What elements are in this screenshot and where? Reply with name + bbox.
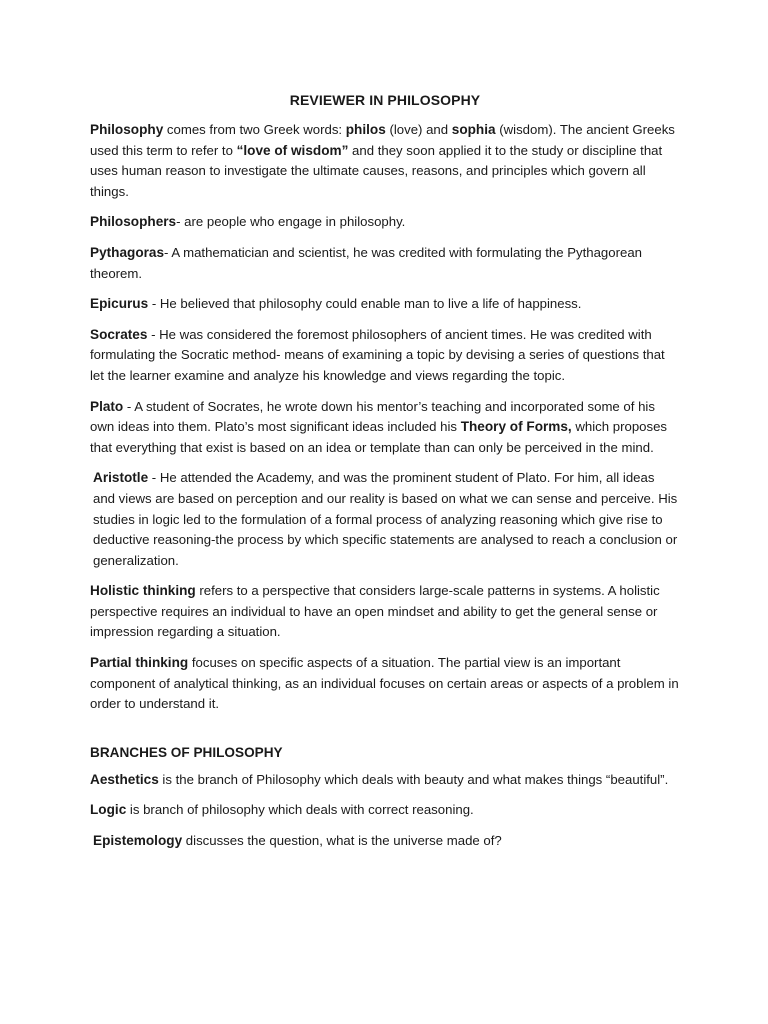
paragraph-aristotle [90,468,680,571]
term-philosophy: Philosophy [90,122,164,137]
term-aristotle: Aristotle [93,470,149,486]
paragraph-text: (love) and [385,122,452,137]
term-pythagoras: Pythagoras [90,244,165,260]
paragraph-text: - He attended the Academy, and was the prominent student of Plato. For him, all ideas and views are based on perception and our reality is based on what we can sense and perceive. His studies in logic led to the formulation of a formal process of analyzing reasoning which give rise to deductive reasoning-the process by which specific statements are analysed to reach a conclusion or generalization. [93,470,678,568]
paragraph-text: - A student of Socrates, he wrote down his mentor’s teaching and incorporated some of his own ideas into them. Plato’s most significant ideas included his [90,398,655,435]
document-title: REVIEWER IN PHILOSOPHY [289,92,481,108]
paragraph-partial-thinking [90,653,680,715]
paragraph-text: which proposes that everything that exist is based on an idea or template than can only be perceived in the mind. [90,419,668,455]
paragraph-text: comes from two Greek words: [163,122,346,137]
paragraph-aesthetics [90,770,680,791]
term-partial-thinking: Partial thinking [90,655,189,671]
paragraph-text: - He believed that philosophy could enable man to live a life of happiness. [148,296,582,312]
paragraph-text: - are people who engage in philosophy. [176,214,406,230]
term-logic: Logic [90,802,127,818]
term-sophia: sophia [451,122,496,137]
paragraph-logic [90,800,680,821]
paragraph-text: is the branch of Philosophy which deals with beauty and what makes things “beautiful”. [158,771,669,787]
paragraph-text: - A mathematician and scientist, he was credited with formulating the Pythagorean theorem. [90,244,642,281]
paragraph-text: - He was considered the foremost philosophers of ancient times. He was credited with formulating the Socratic method- means of examining a topic by devising a series of questions that let the learner examine and analyze his knowledge and views regarding the topic. [90,326,665,383]
paragraph-plato [90,397,680,459]
term-plato: Plato [90,398,124,414]
paragraph-philosophers [90,212,680,233]
paragraph-text: discusses the question, what is the universe made of? [182,833,502,849]
paragraph-text: is branch of philosophy which deals with correct reasoning. [126,802,474,818]
paragraph-socrates [90,325,680,387]
paragraph-holistic-thinking [90,581,680,643]
paragraph-philosophy [90,120,680,202]
term-theory-of-forms: Theory of Forms, [460,419,572,435]
term-philos: philos [345,122,386,137]
paragraph-text: focuses on specific aspects of a situation. The partial view is an important component of analytical thinking, as an individual focuses on certain areas or aspects of a problem in order to understand it. [90,655,679,712]
paragraph-text: and they soon applied it to the study or discipline that uses human reason to investigate the ultimate causes, reasons, and principles which govern all things. [90,142,663,199]
section-heading-branches: BRANCHES OF PHILOSOPHY [90,744,283,760]
term-epistemology: Epistemology [93,833,183,849]
paragraph-epicurus [90,294,680,315]
paragraph-text: refers to a perspective that considers large-scale patterns in systems. A holistic perspective requires an individual to have an open mindset and ability to get the general sense or impression regarding a situation. [90,583,660,640]
paragraph-pythagoras [90,243,680,284]
term-holistic-thinking: Holistic thinking [90,583,196,599]
paragraph-epistemology [90,831,680,852]
paragraph-text: (wisdom). The ancient Greeks used this term to refer to [90,122,675,158]
term-socrates: Socrates [90,326,148,342]
term-love-of-wisdom: “love of wisdom” [236,142,349,158]
term-philosophers: Philosophers [90,214,177,230]
term-epicurus: Epicurus [90,296,149,312]
term-aesthetics: Aesthetics [90,771,159,787]
